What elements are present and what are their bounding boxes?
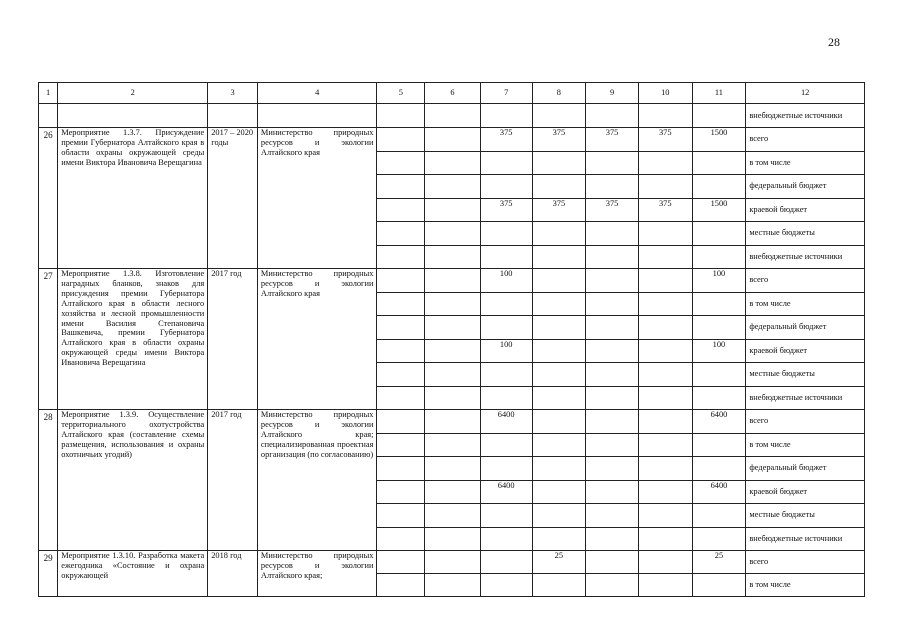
amount-cell bbox=[638, 316, 692, 340]
amount-cell bbox=[638, 175, 692, 199]
amount-cell bbox=[586, 292, 639, 316]
amount-cell bbox=[638, 433, 692, 457]
amount-cell bbox=[425, 480, 481, 504]
empty-cell bbox=[208, 104, 258, 128]
amount-cell bbox=[377, 480, 425, 504]
header-cell: 12 bbox=[746, 83, 865, 104]
amount-cell bbox=[377, 386, 425, 410]
amount-cell bbox=[638, 245, 692, 269]
amount-cell bbox=[425, 175, 481, 199]
funding-source-label: краевой бюджет bbox=[746, 198, 865, 222]
amount-cell bbox=[586, 386, 639, 410]
amount-cell bbox=[425, 339, 481, 363]
funding-source-label: местные бюджеты bbox=[746, 504, 865, 528]
amount-cell bbox=[425, 551, 481, 574]
funding-source-label: в том числе bbox=[746, 151, 865, 175]
amount-cell bbox=[377, 504, 425, 528]
funding-source-label: местные бюджеты bbox=[746, 222, 865, 246]
amount-cell bbox=[586, 457, 639, 481]
amount-cell bbox=[532, 527, 586, 551]
amount-cell bbox=[638, 551, 692, 574]
amount-cell bbox=[532, 151, 586, 175]
amount-cell: 375 bbox=[638, 128, 692, 152]
amount-cell bbox=[586, 222, 639, 246]
funding-source-label: федеральный бюджет bbox=[746, 175, 865, 199]
amount-cell bbox=[377, 527, 425, 551]
amount-cell bbox=[586, 363, 639, 387]
funding-source-label: в том числе bbox=[746, 433, 865, 457]
amount-cell bbox=[586, 551, 639, 574]
amount-cell bbox=[480, 222, 532, 246]
amount-cell bbox=[532, 386, 586, 410]
row-number: 26 bbox=[39, 128, 58, 269]
amount-cell bbox=[532, 316, 586, 340]
amount-cell bbox=[638, 339, 692, 363]
amount-cell bbox=[377, 151, 425, 175]
amount-cell: 25 bbox=[692, 551, 746, 574]
header-cell: 2 bbox=[58, 83, 208, 104]
header-cell: 1 bbox=[39, 83, 58, 104]
funding-source-label: краевой бюджет bbox=[746, 480, 865, 504]
amount-cell bbox=[692, 504, 746, 528]
amount-cell bbox=[532, 363, 586, 387]
amount-cell bbox=[638, 527, 692, 551]
amount-cell bbox=[377, 222, 425, 246]
amount-cell bbox=[692, 527, 746, 551]
amount-cell bbox=[692, 222, 746, 246]
amount-cell bbox=[532, 457, 586, 481]
amount-cell bbox=[377, 245, 425, 269]
amount-cell bbox=[638, 504, 692, 528]
funding-source-label: в том числе bbox=[746, 574, 865, 597]
amount-cell bbox=[532, 222, 586, 246]
header-cell: 11 bbox=[692, 83, 746, 104]
amount-cell bbox=[532, 339, 586, 363]
activity-name: Мероприятие 1.3.9. Осуществление территориального охотустройства Алтайского края (составление схемы размещения, использования и охраны охотничьих угодий) bbox=[58, 410, 208, 551]
funding-source-label: внебюджетные источники bbox=[746, 386, 865, 410]
activity-executor: Министерство природных ресурсов и экологии Алтайского края bbox=[257, 128, 377, 269]
amount-cell bbox=[692, 363, 746, 387]
amount-cell bbox=[638, 457, 692, 481]
amount-cell bbox=[480, 151, 532, 175]
amount-cell bbox=[638, 363, 692, 387]
amount-cell: 6400 bbox=[692, 410, 746, 434]
amount-cell: 6400 bbox=[480, 480, 532, 504]
amount-cell: 100 bbox=[480, 339, 532, 363]
amount-cell bbox=[532, 245, 586, 269]
empty-cell bbox=[586, 104, 639, 128]
amount-cell: 100 bbox=[480, 269, 532, 293]
header-cell: 7 bbox=[480, 83, 532, 104]
amount-cell bbox=[532, 269, 586, 293]
amount-cell: 100 bbox=[692, 339, 746, 363]
header-cell: 9 bbox=[586, 83, 639, 104]
funding-source-label: в том числе bbox=[746, 292, 865, 316]
amount-cell bbox=[532, 480, 586, 504]
activity-period: 2018 год bbox=[208, 551, 258, 597]
empty-cell bbox=[257, 104, 377, 128]
amount-cell bbox=[692, 316, 746, 340]
table-row bbox=[39, 128, 865, 152]
amount-cell bbox=[692, 175, 746, 199]
continuation-row bbox=[39, 104, 865, 128]
funding-source-label: федеральный бюджет bbox=[746, 316, 865, 340]
amount-cell bbox=[425, 198, 481, 222]
amount-cell: 375 bbox=[480, 128, 532, 152]
amount-cell bbox=[692, 292, 746, 316]
empty-cell bbox=[532, 104, 586, 128]
activity-name: Мероприятие 1.3.10. Разработка макета ежегодника «Состояние и охрана окружающей bbox=[58, 551, 208, 597]
amount-cell bbox=[586, 433, 639, 457]
amount-cell bbox=[586, 527, 639, 551]
amount-cell bbox=[480, 504, 532, 528]
amount-cell bbox=[586, 339, 639, 363]
amount-cell bbox=[532, 175, 586, 199]
amount-cell bbox=[692, 457, 746, 481]
amount-cell bbox=[480, 551, 532, 574]
row-number: 28 bbox=[39, 410, 58, 551]
amount-cell bbox=[425, 457, 481, 481]
header-cell: 3 bbox=[208, 83, 258, 104]
amount-cell bbox=[480, 175, 532, 199]
amount-cell bbox=[377, 269, 425, 293]
amount-cell bbox=[377, 175, 425, 199]
amount-cell: 375 bbox=[532, 128, 586, 152]
amount-cell bbox=[377, 574, 425, 597]
amount-cell bbox=[425, 527, 481, 551]
activity-period: 2017 год bbox=[208, 410, 258, 551]
empty-cell bbox=[58, 104, 208, 128]
table-row bbox=[39, 551, 865, 574]
header-cell: 4 bbox=[257, 83, 377, 104]
activity-executor: Министерство природных ресурсов и экологии Алтайского края; bbox=[257, 551, 377, 597]
amount-cell bbox=[377, 198, 425, 222]
amount-cell bbox=[586, 574, 639, 597]
amount-cell bbox=[377, 433, 425, 457]
amount-cell bbox=[425, 222, 481, 246]
empty-cell bbox=[425, 104, 481, 128]
amount-cell bbox=[638, 410, 692, 434]
page-number: 28 bbox=[828, 35, 840, 49]
funding-source-label: внебюджетные источники bbox=[746, 245, 865, 269]
amount-cell bbox=[586, 269, 639, 293]
amount-cell bbox=[692, 245, 746, 269]
amount-cell bbox=[377, 292, 425, 316]
amount-cell bbox=[638, 480, 692, 504]
amount-cell bbox=[586, 316, 639, 340]
amount-cell bbox=[425, 574, 481, 597]
header-row bbox=[39, 83, 865, 104]
amount-cell bbox=[377, 339, 425, 363]
amount-cell bbox=[692, 386, 746, 410]
amount-cell bbox=[425, 386, 481, 410]
empty-cell bbox=[638, 104, 692, 128]
amount-cell bbox=[425, 433, 481, 457]
amount-cell bbox=[480, 527, 532, 551]
amount-cell bbox=[638, 386, 692, 410]
amount-cell: 25 bbox=[532, 551, 586, 574]
amount-cell bbox=[638, 269, 692, 293]
row-number: 29 bbox=[39, 551, 58, 597]
amount-cell bbox=[586, 504, 639, 528]
amount-cell bbox=[377, 551, 425, 574]
amount-cell bbox=[480, 316, 532, 340]
amount-cell bbox=[377, 128, 425, 152]
amount-cell bbox=[692, 151, 746, 175]
funding-source-label: всего bbox=[746, 551, 865, 574]
empty-cell bbox=[377, 104, 425, 128]
activity-executor: Министерство природных ресурсов и экологии Алтайского края; специализированная проектная организация (по согласованию) bbox=[257, 410, 377, 551]
funding-source-label: всего bbox=[746, 128, 865, 152]
amount-cell bbox=[532, 292, 586, 316]
funding-source-label: местные бюджеты bbox=[746, 363, 865, 387]
amount-cell bbox=[480, 363, 532, 387]
amount-cell bbox=[425, 410, 481, 434]
amount-cell: 375 bbox=[532, 198, 586, 222]
amount-cell bbox=[532, 410, 586, 434]
amount-cell bbox=[425, 269, 481, 293]
amount-cell bbox=[586, 151, 639, 175]
empty-cell bbox=[39, 104, 58, 128]
amount-cell: 6400 bbox=[480, 410, 532, 434]
activity-executor: Министерство природных ресурсов и экологии Алтайского края bbox=[257, 269, 377, 410]
row-number: 27 bbox=[39, 269, 58, 410]
amount-cell bbox=[425, 292, 481, 316]
amount-cell bbox=[377, 457, 425, 481]
table-row bbox=[39, 269, 865, 293]
amount-cell: 375 bbox=[586, 128, 639, 152]
amount-cell bbox=[425, 363, 481, 387]
amount-cell bbox=[638, 292, 692, 316]
header-cell: 10 bbox=[638, 83, 692, 104]
funding-source-label: всего bbox=[746, 269, 865, 293]
amount-cell bbox=[532, 433, 586, 457]
amount-cell: 375 bbox=[586, 198, 639, 222]
amount-cell bbox=[692, 574, 746, 597]
budget-table bbox=[38, 82, 865, 597]
amount-cell bbox=[586, 175, 639, 199]
funding-source-label: внебюджетные источники bbox=[746, 527, 865, 551]
amount-cell bbox=[532, 574, 586, 597]
empty-cell bbox=[480, 104, 532, 128]
amount-cell bbox=[425, 504, 481, 528]
activity-name: Мероприятие 1.3.7. Присуждение премии Губернатора Алтайского края в области охраны окружающей среды имени Виктора Ивановича Верещагина bbox=[58, 128, 208, 269]
amount-cell bbox=[638, 222, 692, 246]
activity-name: Мероприятие 1.3.8. Изготовление наградных бланков, знаков для присуждения премии Губернатора Алтайского края в области лесного хозяйства и лесной промышленности имени Василия Степановича Вашкевича, премии Губернатора Алтайского края в области охраны окружающей среды имени Виктора Ивановича Верещагина bbox=[58, 269, 208, 410]
empty-cell bbox=[692, 104, 746, 128]
amount-cell: 375 bbox=[480, 198, 532, 222]
amount-cell bbox=[377, 316, 425, 340]
amount-cell: 375 bbox=[638, 198, 692, 222]
activity-period: 2017 – 2020 годы bbox=[208, 128, 258, 269]
amount-cell bbox=[638, 151, 692, 175]
amount-cell bbox=[425, 128, 481, 152]
amount-cell bbox=[638, 574, 692, 597]
amount-cell bbox=[480, 386, 532, 410]
amount-cell bbox=[377, 363, 425, 387]
amount-cell: 1500 bbox=[692, 198, 746, 222]
funding-source-label: внебюджетные источники bbox=[746, 104, 865, 128]
amount-cell bbox=[377, 410, 425, 434]
amount-cell bbox=[480, 245, 532, 269]
funding-source-label: всего bbox=[746, 410, 865, 434]
funding-source-label: федеральный бюджет bbox=[746, 457, 865, 481]
header-cell: 8 bbox=[532, 83, 586, 104]
amount-cell bbox=[425, 245, 481, 269]
amount-cell bbox=[692, 433, 746, 457]
header-cell: 6 bbox=[425, 83, 481, 104]
amount-cell bbox=[532, 504, 586, 528]
header-cell: 5 bbox=[377, 83, 425, 104]
amount-cell bbox=[480, 457, 532, 481]
amount-cell bbox=[425, 151, 481, 175]
amount-cell bbox=[586, 480, 639, 504]
amount-cell: 6400 bbox=[692, 480, 746, 504]
amount-cell bbox=[480, 574, 532, 597]
table-row bbox=[39, 410, 865, 434]
amount-cell bbox=[480, 292, 532, 316]
funding-source-label: краевой бюджет bbox=[746, 339, 865, 363]
amount-cell bbox=[425, 316, 481, 340]
amount-cell: 1500 bbox=[692, 128, 746, 152]
amount-cell bbox=[480, 433, 532, 457]
activity-period: 2017 год bbox=[208, 269, 258, 410]
amount-cell: 100 bbox=[692, 269, 746, 293]
amount-cell bbox=[586, 245, 639, 269]
amount-cell bbox=[586, 410, 639, 434]
